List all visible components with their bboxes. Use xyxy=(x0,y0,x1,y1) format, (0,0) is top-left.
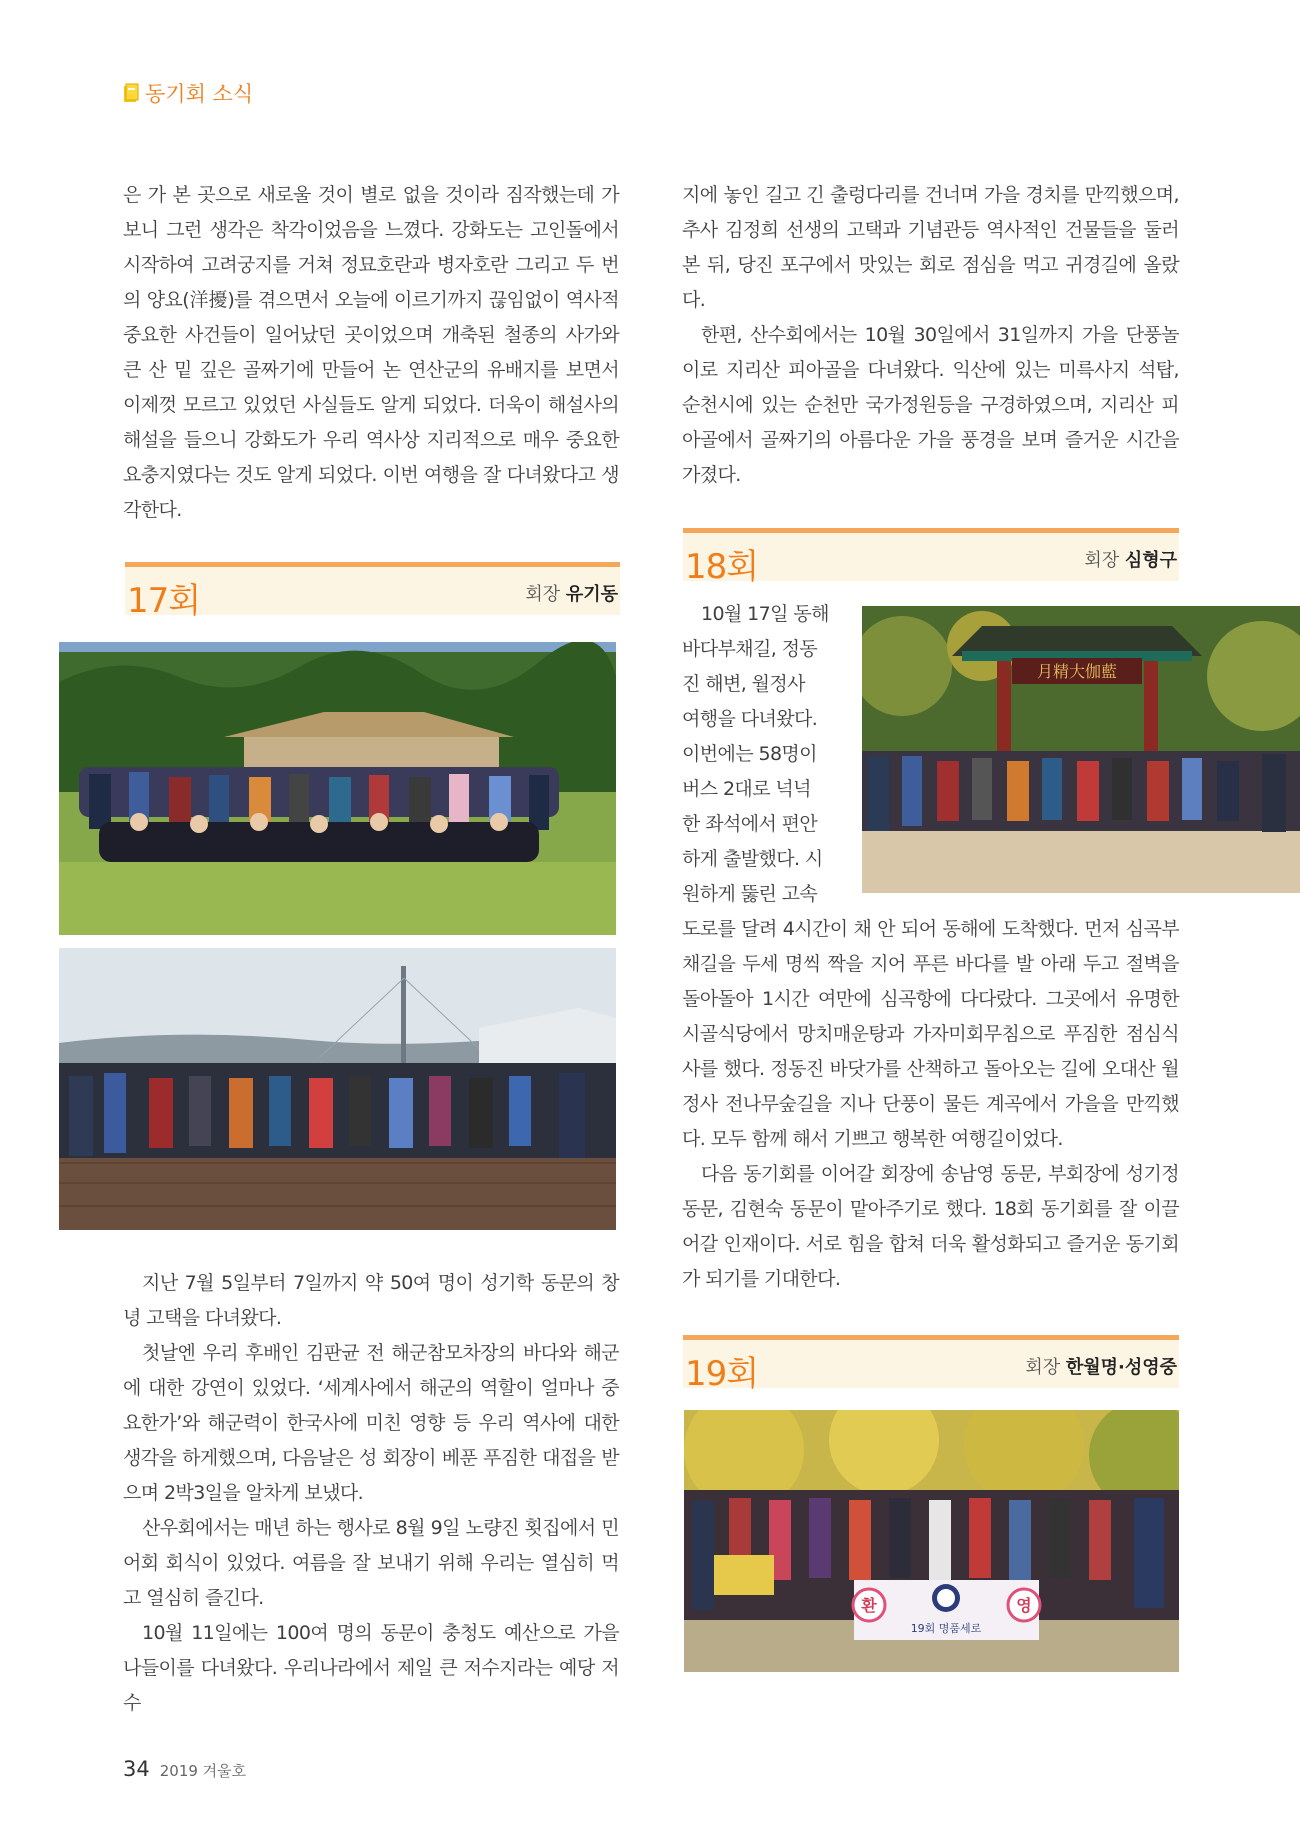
page-number: 34 xyxy=(123,1757,150,1781)
president-label: 회장 xyxy=(1084,550,1120,571)
edition-label: 2019 겨울호 xyxy=(159,1762,247,1780)
narrow-line: 한 좌석에서 편안 xyxy=(682,813,818,835)
president-name: 유기동 xyxy=(565,584,618,605)
right-top-text-block xyxy=(682,178,1179,493)
section-17-body xyxy=(123,1266,619,1721)
section-18-president xyxy=(1084,546,1177,572)
narrow-line: 버스 2대로 넉넉 xyxy=(682,778,811,800)
section-17-paragraph: 첫날엔 우리 후배인 김판균 전 해군참모차장의 바다와 해군에 대한 강연이 있었다. ‘세계사에서 해군의 역할이 얼마나 중요한가’와 해군력이 한국사에 미친 영향 등 우리 역사에 대한 생각을 하게했으며, 다음날은 성 회장이 베푼 푸짐한 대접을 받으며 2박3일을 알차게 보냈다. xyxy=(123,1342,619,1504)
section-18-number: 18회 xyxy=(685,547,759,587)
banner-text: 19회 명품세로 xyxy=(910,1622,982,1635)
left-top-paragraph: 은 가 본 곳으로 새로울 것이 별로 없을 것이라 짐작했는데 가보니 그런 생각은 착각이었음을 느꼈다. 강화도는 고인돌에서 시작하여 고려궁지를 거쳐 정묘호란과 병자호란 그리고 두 번의 양요(洋擾)를 겪으면서 오늘에 이르기까지 끊임없이 역사적 중요한 사건들이 일어났던 곳이었으며 개축된 철종의 사가와 큰 산 밑 깊은 골짜기에 만들어 논 연산군의 유배지를 보면서 이제껏 모르고 있었던 사실들도 알게 되었다. 더욱이 해설사의 해설을 들으니 강화도가 우리 역사상 지리적으로 매우 중요한 요충지였다는 것도 알게 되었다. 이번 여행을 잘 다녀왔다고 생각한다. xyxy=(123,184,619,521)
president-name: 심형구 xyxy=(1124,550,1177,571)
right-top-paragraph: 지에 놓인 길고 긴 출렁다리를 건너며 가을 경치를 만끽했으며, 추사 김정희 선생의 고택과 기념관등 역사적인 건물들을 둘러본 뒤, 당진 포구에서 맛있는 회로 점심을 먹고 귀경길에 올랐다. xyxy=(682,184,1179,311)
section-19-number: 19회 xyxy=(685,1354,759,1394)
banner-left-char: 환 xyxy=(861,1596,877,1615)
narrow-line: 바다부채길, 정동 xyxy=(682,638,818,660)
book-icon xyxy=(123,83,139,103)
section-18-body xyxy=(682,912,1179,1297)
banner-right-char: 영 xyxy=(1016,1596,1032,1615)
photo-19-group-banner xyxy=(684,1410,1179,1672)
president-label: 회장 xyxy=(1025,1357,1061,1378)
temple-gate-sign: 月精大伽藍 xyxy=(1036,662,1118,681)
section-title: 동기회 소식 xyxy=(145,82,254,106)
section-18-paragraph: 다음 동기회를 이어갈 회장에 송남영 동문, 부회장에 성기정 동문, 김현숙 동문이 맡아주기로 했다. 18회 동기회를 잘 이끌어갈 인재이다. 서로 힘을 합쳐 더욱 활성화되고 즐거운 동기회가 되기를 기대한다. xyxy=(682,1163,1179,1290)
photo-17-group-waterfront xyxy=(59,948,616,1230)
section-18-paragraph: 도로를 달려 4시간이 채 안 되어 동해에 도착했다. 먼저 심곡부채길을 두세 명씩 짝을 지어 푸른 바다를 발 아래 두고 절벽을 돌아돌아 1시간 여만에 심곡항에 다다랐다. 그곳에서 유명한 시골식당에서 망치매운탕과 가자미회무침으로 푸짐한 점심식사를 했다. 정동진 바닷가를 산책하고 돌아오는 길에 오대산 월정사 전나무숲길을 지나 단풍이 물든 계곡에서 가을을 만끽했다. 모두 함께 해서 기쁘고 행복한 여행길이었다. xyxy=(682,918,1179,1150)
right-top-paragraph: 한편, 산수회에서는 10월 30일에서 31일까지 가을 단풍놀이로 지리산 피아골을 다녀왔다. 익산에 있는 미륵사지 석탑, 순천시에 있는 순천만 국가정원등을 구경하였으며, 지리산 피아골에서 골짜기의 아름다운 가을 풍경을 보며 즐거운 시간을 가졌다. xyxy=(682,324,1179,486)
section-19-header xyxy=(683,1335,1179,1394)
section-18-header xyxy=(683,528,1179,587)
photo-17-group-thatched-house xyxy=(59,642,616,935)
section-17-number: 17회 xyxy=(127,581,201,621)
section-19-president xyxy=(1025,1353,1177,1379)
narrow-line: 이번에는 58명이 xyxy=(682,743,817,765)
narrow-line: 여행을 다녀왔다. xyxy=(682,708,818,730)
president-name: 한월명·성영중 xyxy=(1065,1357,1177,1378)
narrow-line: 하게 출발했다. 시 xyxy=(682,848,823,870)
section-17-paragraph: 지난 7월 5일부터 7일까지 약 50여 명이 성기학 동문의 창녕 고택을 다녀왔다. xyxy=(123,1272,619,1329)
narrow-line: 원하게 뚫린 고속 xyxy=(682,883,818,905)
left-top-text-block xyxy=(123,178,619,528)
section-17-header xyxy=(125,562,620,621)
section-18-narrow-text xyxy=(682,597,832,912)
narrow-line: 진 해변, 월정사 xyxy=(682,673,805,695)
section-17-paragraph: 산우회에서는 매년 하는 행사로 8월 9일 노량진 횟집에서 민어회 회식이 있었다. 여름을 잘 보내기 위해 우리는 열심히 먹고 열심히 즐긴다. xyxy=(123,1517,619,1609)
president-label: 회장 xyxy=(525,584,561,605)
narrow-line: 10월 17일 동해 xyxy=(701,603,829,625)
page-footer xyxy=(123,1757,246,1781)
section-header xyxy=(123,78,253,108)
photo-18-group-temple-gate xyxy=(862,606,1300,893)
section-17-president xyxy=(525,580,618,606)
section-17-paragraph: 10월 11일에는 100여 명의 동문이 충청도 예산으로 가을 나들이를 다녀왔다. 우리나라에서 제일 큰 저수지라는 예당 저수 xyxy=(123,1622,619,1714)
